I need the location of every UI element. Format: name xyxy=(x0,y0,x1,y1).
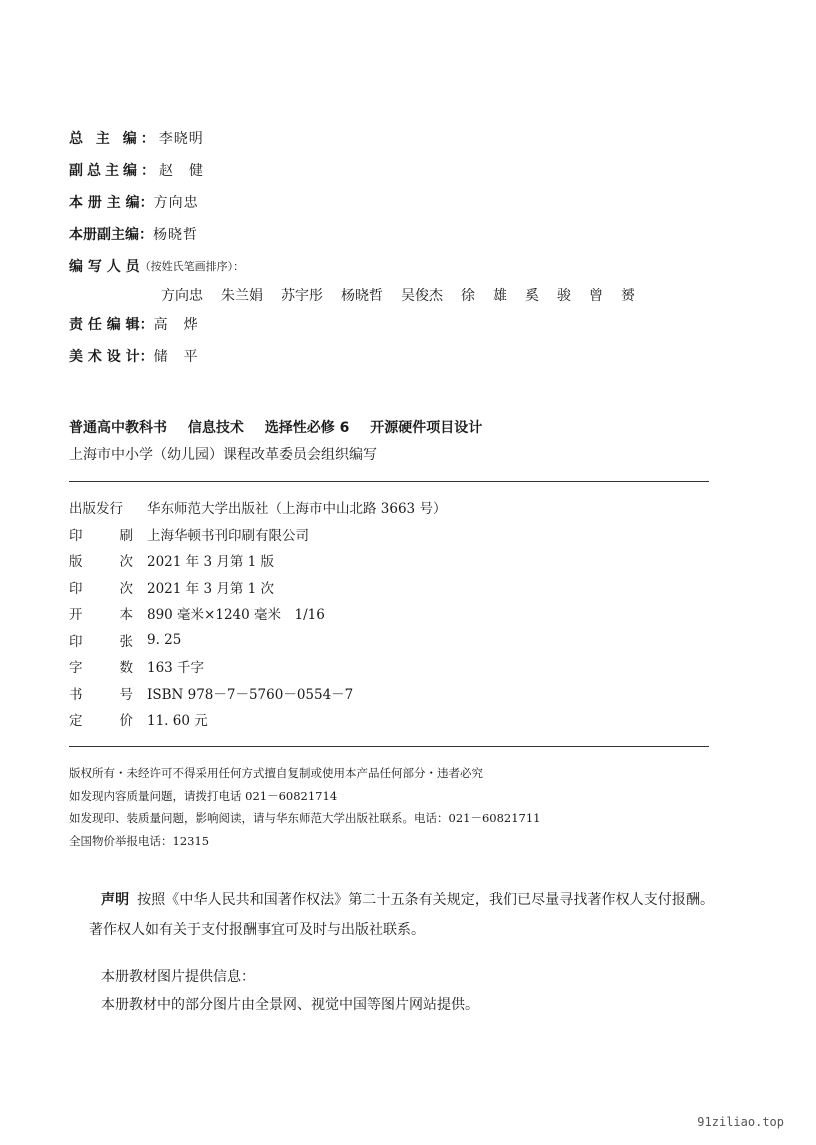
book-title-part: 开源硬件项目设计 xyxy=(370,420,483,436)
pub-row-edition xyxy=(69,547,709,574)
credit-value: 储 平 xyxy=(153,349,199,365)
pub-label-char: 书 xyxy=(69,686,83,703)
credit-label: 责 任 编 辑： xyxy=(69,317,154,333)
pub-value: 2021 年 3 月第 1 次 xyxy=(147,580,274,597)
divider xyxy=(69,481,709,482)
writer-name: 苏宇彤 xyxy=(281,288,323,304)
credit-volume-editor xyxy=(69,186,709,218)
credit-label: 副总主编： xyxy=(69,163,159,179)
credit-value: 赵 健 xyxy=(159,163,204,179)
image-credits-text: 本册教材中的部分图片由全景网、视觉中国等图片网站提供。 xyxy=(101,997,479,1013)
credit-value: 方向忠 xyxy=(153,195,199,211)
legal-line: 如发现内容质量问题，请拨打电话 021－60821714 xyxy=(69,788,338,803)
pub-label xyxy=(69,577,133,597)
legal-notices xyxy=(69,762,729,852)
statement-text: 按照《中华人民共和国著作权法》第二十五条有关规定，我们已尽量寻找著作权人支付报酬。著作权人如有关于支付报酬事宜可及时与出版社联系。 xyxy=(89,892,715,938)
compiler-line: 上海市中小学（幼儿园）课程改革委员会组织编写 xyxy=(69,447,377,463)
legal-line: 版权所有・未经许可不得采用任何方式擅自复制或使用本产品任何部分・违者必究 xyxy=(69,766,483,781)
pub-label xyxy=(69,709,133,729)
credit-volume-deputy-editor xyxy=(69,218,709,250)
credit-responsible-editor xyxy=(69,308,709,340)
pub-label-char: 本 xyxy=(119,607,133,624)
credit-writers xyxy=(69,250,709,282)
pub-label xyxy=(69,656,133,676)
pub-label: 出版发行 xyxy=(69,501,123,518)
pub-label xyxy=(69,630,133,650)
credit-note: （按姓氏笔画排序）： xyxy=(139,260,245,273)
pub-row-printer xyxy=(69,521,709,548)
pub-value: ISBN 978－7－5760－0554－7 xyxy=(147,686,354,703)
book-title xyxy=(69,417,498,437)
credit-label: 本 册 主 编： xyxy=(69,195,154,211)
pub-label xyxy=(69,683,133,703)
credit-value: 高 烨 xyxy=(153,317,199,333)
writer-name: 赟 xyxy=(621,288,635,304)
book-title-part: 选择性必修 6 xyxy=(264,420,350,436)
pub-label-char: 印 xyxy=(69,633,83,650)
pub-label-char: 数 xyxy=(119,660,133,677)
pub-row-price xyxy=(69,706,709,733)
pub-label xyxy=(69,524,133,544)
copyright-statement xyxy=(89,885,714,945)
image-credits xyxy=(89,962,714,1018)
credit-value: 杨晓哲 xyxy=(153,227,198,243)
pub-label-char: 版 xyxy=(69,554,83,571)
pub-value: 上海华顿书刊印刷有限公司 xyxy=(147,527,309,544)
writer-name: 吴俊杰 xyxy=(401,288,443,304)
pub-value: 华东师范大学出版社（上海市中山北路 3663 号） xyxy=(147,501,447,518)
credit-value: 李晓明 xyxy=(158,131,204,147)
writer-name: 雄 xyxy=(493,288,507,304)
writer-name: 方向忠 xyxy=(161,288,203,304)
pub-label-char: 张 xyxy=(119,633,133,650)
credit-label: 美 术 设 计： xyxy=(69,349,154,365)
pub-value: 9. 25 xyxy=(147,631,182,648)
image-credits-heading: 本册教材图片提供信息： xyxy=(101,969,255,985)
pub-label-char: 印 xyxy=(69,580,83,597)
pub-label-char: 号 xyxy=(119,686,133,703)
pub-label-char: 次 xyxy=(119,554,133,571)
pub-row-publisher xyxy=(69,494,709,521)
publication-info xyxy=(69,494,709,733)
credit-label: 总 主 编： xyxy=(69,131,159,147)
legal-line: 如发现印、装质量问题，影响阅读，请与华东师范大学出版社联系。电话：021－60821711 xyxy=(69,811,541,826)
pub-label-char: 定 xyxy=(69,713,83,730)
book-title-part: 普通高中教科书 xyxy=(69,420,167,436)
pub-row-wordcount xyxy=(69,653,709,680)
pub-value: 890 毫米×1240 毫米 1/16 xyxy=(147,607,325,624)
writer-name: 奚 xyxy=(525,288,539,304)
divider xyxy=(69,746,709,747)
credit-label: 编 写 人 员 xyxy=(69,259,140,275)
pub-label-char: 字 xyxy=(69,660,83,677)
legal-line: 全国物价举报电话：12315 xyxy=(69,833,210,848)
pub-label xyxy=(69,550,133,570)
pub-label-char: 次 xyxy=(119,580,133,597)
credit-deputy-chief-editor xyxy=(69,154,709,186)
pub-label-char: 价 xyxy=(119,713,133,730)
pub-label-char: 印 xyxy=(69,527,83,544)
pub-row-isbn xyxy=(69,680,709,707)
pub-label-char: 开 xyxy=(69,607,83,624)
pub-value: 2021 年 3 月第 1 版 xyxy=(147,554,274,571)
credit-chief-editor xyxy=(69,122,709,154)
writer-name: 朱兰娟 xyxy=(221,288,263,304)
statement-label: 声明 xyxy=(101,892,130,908)
watermark: 91ziliao.top xyxy=(697,1115,784,1129)
writer-name: 杨晓哲 xyxy=(341,288,383,304)
editorial-credits xyxy=(69,122,709,372)
credit-label: 本册副主编： xyxy=(69,227,153,243)
writer-name: 徐 xyxy=(461,288,475,304)
pub-row-sheets xyxy=(69,627,709,654)
book-title-part: 信息技术 xyxy=(187,420,244,436)
writer-name: 曾 xyxy=(589,288,603,304)
pub-label-char: 刷 xyxy=(119,527,133,544)
pub-row-format xyxy=(69,600,709,627)
writer-names xyxy=(69,282,709,308)
writer-name: 骏 xyxy=(557,288,571,304)
pub-value: 163 千字 xyxy=(147,660,205,677)
pub-row-printing xyxy=(69,574,709,601)
pub-label xyxy=(69,603,133,623)
pub-value: 11. 60 元 xyxy=(147,713,208,730)
credit-art-design xyxy=(69,340,709,372)
